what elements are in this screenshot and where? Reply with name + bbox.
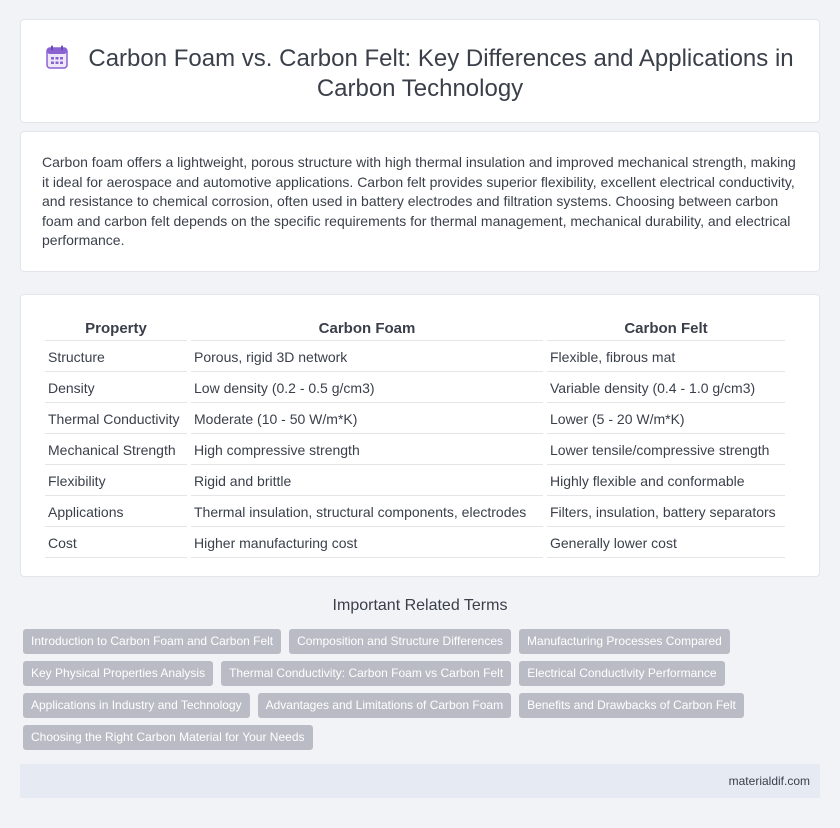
cell-property: Density (45, 374, 187, 403)
intro-card (20, 131, 820, 272)
cell-carbon-felt: Filters, insulation, battery separators (547, 498, 785, 527)
table-row (45, 436, 785, 465)
cell-carbon-foam: Higher manufacturing cost (191, 529, 543, 558)
related-term-tag[interactable]: Advantages and Limitations of Carbon Foam (258, 693, 511, 718)
table-row (45, 343, 785, 372)
table-header-row (45, 315, 785, 341)
cell-carbon-felt: Variable density (0.4 - 1.0 g/cm3) (547, 374, 785, 403)
comparison-card (20, 294, 820, 577)
related-term-tag[interactable]: Applications in Industry and Technology (23, 693, 250, 718)
footer-site-link[interactable]: materialdif.com (728, 774, 810, 788)
table-row (45, 405, 785, 434)
cell-carbon-felt: Generally lower cost (547, 529, 785, 558)
related-term-tag[interactable]: Key Physical Properties Analysis (23, 661, 213, 686)
table-row (45, 374, 785, 403)
header-property: Property (45, 315, 187, 341)
related-terms-list (23, 629, 823, 750)
comparison-table (41, 313, 789, 560)
calendar-icon (46, 45, 68, 69)
cell-carbon-felt: Lower tensile/compressive strength (547, 436, 785, 465)
cell-carbon-foam: Rigid and brittle (191, 467, 543, 496)
header-carbon-felt: Carbon Felt (547, 315, 785, 341)
cell-carbon-foam: Moderate (10 - 50 W/m*K) (191, 405, 543, 434)
related-terms-heading: Important Related Terms (332, 597, 508, 614)
cell-carbon-foam: Low density (0.2 - 0.5 g/cm3) (191, 374, 543, 403)
cell-property: Applications (45, 498, 187, 527)
cell-property: Mechanical Strength (45, 436, 187, 465)
related-term-tag[interactable]: Manufacturing Processes Compared (519, 629, 730, 654)
footer (20, 764, 820, 798)
cell-property: Flexibility (45, 467, 187, 496)
intro-paragraph: Carbon foam offers a lightweight, porous structure with high thermal insulation and improved mechanical strength, making it ideal for aerospace and automotive applications. Carbon felt provides superior flexibility, excellent electrical conductivity, and resistance to chemical corrosion, often used in battery electrodes and filtration systems. Choosing between carbon foam and carbon felt depends on the specific requirements for thermal management, mechanical durability, and electrical performance. (42, 154, 796, 248)
cell-carbon-felt: Highly flexible and conformable (547, 467, 785, 496)
cell-property: Cost (45, 529, 187, 558)
related-term-tag[interactable]: Composition and Structure Differences (289, 629, 511, 654)
related-term-tag[interactable]: Benefits and Drawbacks of Carbon Felt (519, 693, 744, 718)
cell-carbon-foam: Porous, rigid 3D network (191, 343, 543, 372)
header-carbon-foam: Carbon Foam (191, 315, 543, 341)
table-row (45, 529, 785, 558)
related-term-tag[interactable]: Thermal Conductivity: Carbon Foam vs Carbon Felt (221, 661, 511, 686)
cell-carbon-foam: High compressive strength (191, 436, 543, 465)
cell-carbon-foam: Thermal insulation, structural components, electrodes (191, 498, 543, 527)
cell-property: Structure (45, 343, 187, 372)
title-card (20, 19, 820, 123)
related-term-tag[interactable]: Choosing the Right Carbon Material for Your Needs (23, 725, 313, 750)
related-term-tag[interactable]: Introduction to Carbon Foam and Carbon Felt (23, 629, 281, 654)
table-row (45, 467, 785, 496)
cell-carbon-felt: Lower (5 - 20 W/m*K) (547, 405, 785, 434)
cell-property: Thermal Conductivity (45, 405, 187, 434)
related-term-tag[interactable]: Electrical Conductivity Performance (519, 661, 724, 686)
table-row (45, 498, 785, 527)
page-title-row (41, 44, 799, 104)
cell-carbon-felt: Flexible, fibrous mat (547, 343, 785, 372)
page-title: Carbon Foam vs. Carbon Felt: Key Differences and Applications in Carbon Technology (88, 45, 794, 102)
